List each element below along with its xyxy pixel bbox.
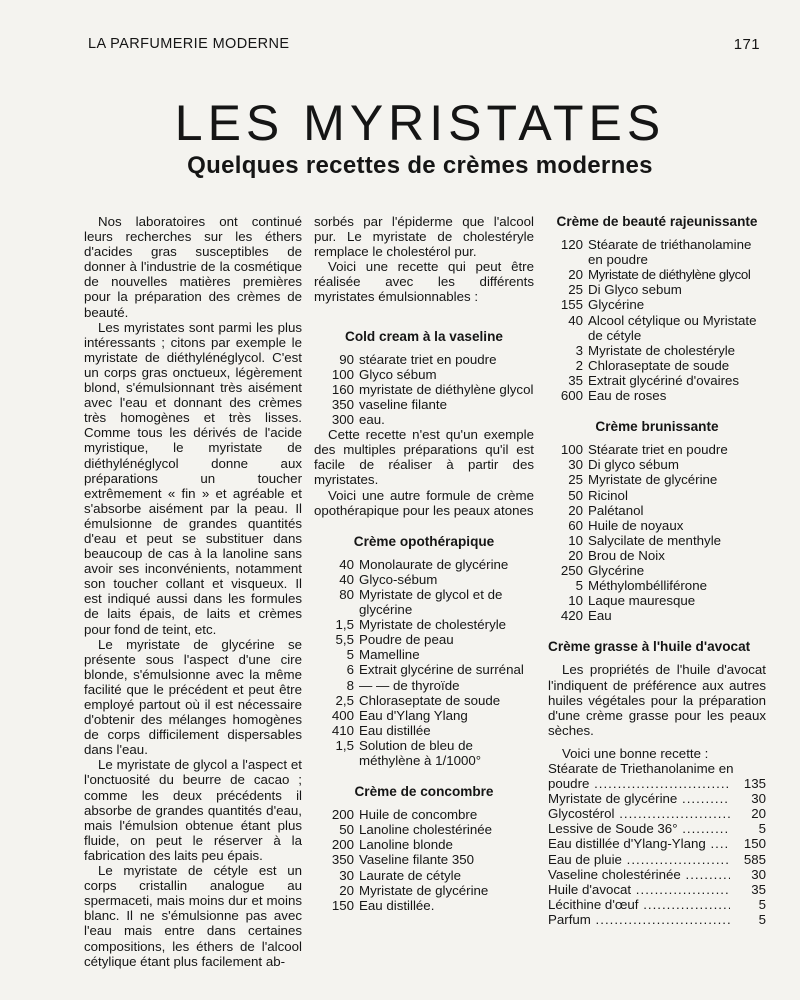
paragraph: Cette recette n'est qu'un exemple des multiples préparations qu'il est facile de réaliser à partir des myristates. (314, 427, 534, 488)
recipe-item (314, 617, 534, 632)
quantity: 5 (575, 578, 583, 594)
ingredient: eau. (359, 412, 385, 428)
recipe-item (314, 898, 534, 913)
ingredient: Eau de pluie ..... (548, 852, 730, 867)
table-row (548, 776, 766, 791)
ingredient: vaseline filante (359, 396, 447, 412)
quantity: 160 (331, 381, 354, 397)
quantity: 410 (331, 722, 354, 738)
recipe-list-concombre (314, 807, 534, 913)
ingredient: Stéarate triet en poudre (588, 442, 728, 458)
ingredient: Chloraseptate de soude (588, 357, 730, 373)
quantity: 350 (331, 396, 354, 412)
ingredient: Ricinol (588, 487, 628, 503)
quantity: 120 (560, 237, 583, 253)
recipe-list-rajeunissante (548, 237, 766, 403)
quantity: 30 (751, 866, 766, 882)
recipe-list-opotherapique (314, 557, 534, 768)
ingredient: Myristate de cholestéryle (359, 617, 507, 633)
ingredient: poudre ..... (548, 776, 730, 791)
ingredient: Huile d'avocat ..... (548, 882, 730, 897)
ingredient: Eau distillée (359, 722, 431, 738)
ingredient: Vaseline cholestérinée ..... (548, 867, 730, 882)
recipe-item (548, 548, 766, 563)
journal-name: LA PARFUMERIE MODERNE (88, 36, 290, 52)
quantity: 5 (758, 911, 766, 927)
quantity: 20 (568, 502, 583, 518)
recipe-item (314, 367, 534, 382)
running-head (88, 36, 760, 56)
quantity: 350 (331, 852, 354, 868)
table-row (548, 867, 766, 882)
ingredient: Poudre de peau (359, 632, 454, 648)
recipe-item (548, 442, 766, 457)
ingredient: Palétanol (588, 502, 644, 518)
recipe-item (314, 678, 534, 693)
quantity: 50 (339, 822, 354, 838)
quantity: 1,5 (335, 737, 354, 753)
quantity: 135 (743, 776, 766, 792)
recipe-heading: Crème de beauté rajeunissante (556, 214, 758, 229)
recipe-item (548, 267, 766, 282)
quantity: 100 (331, 366, 354, 382)
table-row (548, 836, 766, 851)
recipe-item (548, 282, 766, 297)
ingredient: Glycostérol ..... (548, 806, 730, 821)
recipe-item (548, 388, 766, 403)
recipe-item (314, 572, 534, 587)
recipe-item (314, 412, 534, 427)
paragraph: sorbés par l'épiderme que l'alcool pur. Le myristate de cholestéryle remplace le cholestérol pur. (314, 214, 534, 260)
recipe-item (314, 723, 534, 738)
ingredient: Vaseline filante 350 (359, 852, 475, 868)
recipe-item (314, 852, 534, 867)
quantity: 600 (560, 388, 583, 404)
article-title: LES MYRISTATES (174, 95, 666, 151)
quantity: 25 (568, 282, 583, 298)
ingredient: Glyco-sébum (359, 571, 438, 587)
quantity: 30 (751, 791, 766, 807)
recipe-item (314, 738, 534, 768)
recipe-item (548, 472, 766, 487)
quantity: 20 (751, 806, 766, 822)
recipe-item (548, 237, 766, 267)
ingredient: Eau d'Ylang Ylang (359, 707, 468, 723)
quantity: 5 (758, 821, 766, 837)
recipe-item (548, 358, 766, 373)
recipe-item (548, 297, 766, 312)
ingredient: Myristate de glycérine ..... (548, 791, 730, 806)
quantity: 20 (568, 267, 583, 283)
quantity: 155 (560, 297, 583, 313)
ingredient: Méthylombélliférone (588, 578, 707, 594)
quantity: 100 (560, 442, 583, 458)
quantity: 5 (758, 896, 766, 912)
table-row-label: Stéarate de Triethanolanime en (548, 761, 734, 776)
ingredient: Laurate de cétyle (359, 867, 462, 883)
quantity: 30 (339, 867, 354, 883)
quantity: 20 (339, 882, 354, 898)
recipe-item (314, 382, 534, 397)
ingredient: Myristate de glycérine (588, 472, 718, 488)
ingredient: Huile de noyaux (588, 517, 684, 533)
recipe-heading: Crème brunissante (595, 419, 719, 435)
table-row (548, 821, 766, 836)
recipe-item (314, 662, 534, 677)
ingredient: — — de thyroïde (359, 677, 460, 693)
recipe-list-cold-cream (314, 352, 534, 427)
quantity: 25 (568, 472, 583, 488)
ingredient: Lanoline blonde (359, 837, 453, 853)
quantity: 150 (743, 836, 766, 852)
ingredient: Mamelline (359, 647, 420, 663)
page-number: 171 (733, 36, 760, 53)
recipe-item (314, 647, 534, 662)
recipe-list-brunissante (548, 442, 766, 623)
ingredient: Glycérine (588, 562, 645, 578)
recipe-item (314, 708, 534, 723)
quantity: 10 (568, 532, 583, 548)
ingredient: Eau distillée. (359, 897, 435, 913)
paragraph: Le myristate de glycérine se présente sous l'aspect d'une cire blonde, s'émulsionne avec la même facilité que le précédent et peut être employé partout où il est nécessaire d'obtenir des mélanges homogènes de corps difficilement dispersables dans l'eau. (84, 636, 302, 758)
paragraph: Voici une autre formule de crème opothérapique pour les peaux atones (314, 487, 534, 518)
recipe-item (548, 578, 766, 593)
quantity: 6 (346, 662, 354, 678)
ingredient: Lécithine d'œuf ..... (548, 897, 730, 912)
ingredient: Myristate de glycérine (359, 882, 489, 898)
paragraph: Voici une recette qui peut être réalisée avec les différents myristates émulsionnables : (314, 259, 534, 305)
recipe-item (548, 373, 766, 388)
recipe-heading: Cold cream à la vaseline (345, 328, 503, 344)
column-2 (314, 214, 534, 913)
column-3 (548, 214, 766, 927)
recipe-item (548, 608, 766, 623)
table-row (548, 791, 766, 806)
quantity: 300 (331, 412, 354, 428)
quantity: 30 (568, 457, 583, 473)
quantity: 585 (743, 851, 766, 867)
ingredient: Chloraseptate de soude (359, 692, 501, 708)
recipe-item (314, 883, 534, 898)
quantity: 200 (331, 837, 354, 853)
quantity: 8 (346, 677, 354, 693)
paragraph: Nos laboratoires ont continué leurs recherches sur les éthers d'acides gras susceptibles de donner à l'industrie de la cosmétique de nouvelles matières premières pour la préparation des crèmes de beauté. (84, 214, 302, 320)
quantity: 10 (568, 593, 583, 609)
ingredient: Lanoline cholestérinée (359, 822, 493, 838)
ingredient: myristate de diéthylène glycol (359, 381, 534, 397)
article-subtitle: Quelques recettes de crèmes modernes (187, 152, 653, 179)
ingredient: Brou de Noix (588, 547, 665, 563)
quantity: 20 (568, 547, 583, 563)
recipe-item (314, 822, 534, 837)
ingredient: Eau (588, 608, 612, 624)
ingredient: stéarate triet en poudre (359, 351, 497, 367)
quantity: 40 (568, 312, 583, 328)
ingredient: Myristate de cholestéryle (588, 342, 736, 358)
quantity: 200 (331, 807, 354, 823)
recipe-item (314, 632, 534, 647)
recipe-item (548, 343, 766, 358)
ingredient: Stéarate de triéthanolamine en poudre (588, 237, 752, 268)
quantity: 35 (568, 372, 583, 388)
quantity: 80 (339, 586, 354, 602)
table-row (548, 897, 766, 912)
recipe-item (314, 587, 534, 617)
table-row (548, 912, 766, 927)
recipe-item (548, 503, 766, 518)
paragraph: Les propriétés de l'huile d'avocat l'indiquent de préférence aux autres huiles végétales pour la préparation d'une crème grasse pour les peaux sèches. (548, 662, 766, 738)
quantity: 2 (575, 357, 583, 373)
quantity: 400 (331, 707, 354, 723)
recipe-item (548, 518, 766, 533)
recipe-item (548, 488, 766, 503)
quantity: 40 (339, 556, 354, 572)
recipe-item (548, 313, 766, 343)
recipe-item (548, 533, 766, 548)
quantity: 1,5 (335, 617, 354, 633)
ingredient: Monolaurate de glycérine (359, 556, 509, 572)
ingredient: Glyco sébum (359, 366, 437, 382)
recipe-item (314, 352, 534, 367)
ingredient: Extrait glycériné d'ovaires (588, 372, 740, 388)
ingredient: Solution de bleu de méthylène à 1/1000° (359, 737, 482, 768)
ingredient: Eau de roses (588, 388, 667, 404)
table-row (548, 806, 766, 821)
recipe-item (314, 868, 534, 883)
recipe-item (314, 693, 534, 708)
quantity: 60 (568, 517, 583, 533)
paragraph: Le myristate de glycol a l'aspect et l'onctuosité du beurre de cacao ; comme les deux précédents il absorbe de grandes quantités d'eau, mais l'émulsion obtenue étant plus fluide, on peut le réserver à la fabrication des laits peu épais. (84, 757, 302, 863)
ingredient: Lessive de Soude 36° ..... (548, 821, 730, 836)
paragraph: Les myristates sont parmi les plus intéressants ; citons par exemple le myristate de diéthylénéglycol. C'est un corps gras onctueux, légèrement blond, s'émulsionnant très aisément avec l'eau et donnant des crèmes très homogènes et très lisses. Comme tous les dérivés de l'acide myristique, le myristate de diéthylénéglycol donne aux préparations un toucher extrêmement « fin » et agréable et s'absorbe aisément par la peau. Il émulsionne de grandes quantités d'eau et peut se substituer dans beaucoup de cas à la lanoline sans avoir ses inconvénients, notamment son toucher collant et visqueux. Il est indiqué aussi dans les formules de laits épais, de laits et crèmes pour fond de teint, etc. (84, 319, 302, 637)
quantity: 2,5 (335, 692, 354, 708)
recipe-item (548, 457, 766, 472)
recipe-item (548, 563, 766, 578)
recipe-table-avocat (548, 761, 766, 927)
quantity: 5 (346, 647, 354, 663)
ingredient: Alcool cétylique ou Myristate de cétyle (588, 312, 757, 343)
ingredient: Myristate de glycol et de glycérine (359, 586, 503, 618)
ingredient: Glycérine (588, 297, 645, 313)
table-row (548, 852, 766, 867)
ingredient: Parfum ..... (548, 912, 730, 927)
ingredient: Extrait glycérine de surrénal (359, 662, 524, 678)
quantity: 420 (560, 608, 583, 624)
ingredient: Laque mauresque (588, 593, 696, 609)
ingredient: Salycilate de menthyle (588, 532, 722, 548)
paragraph: Voici une bonne recette : (562, 745, 709, 761)
recipe-heading: Crème de concombre (354, 784, 494, 800)
ingredient: Myristate de diéthylène glycol (588, 267, 751, 283)
column-1 (84, 214, 302, 969)
quantity: 90 (339, 351, 354, 367)
recipe-item (314, 397, 534, 412)
recipe-heading: Crème grasse à l'huile d'avocat (548, 639, 751, 655)
recipe-item (314, 557, 534, 572)
ingredient: Di Glyco sebum (588, 282, 682, 298)
recipe-heading: Crème opothérapique (353, 533, 495, 549)
ingredient: Di glyco sébum (588, 457, 679, 473)
quantity: 250 (560, 562, 583, 578)
paragraph: Le myristate de cétyle est un corps cristallin analogue au spermaceti, mais moins dur et moins blanc. Il ne s'émulsionne pas avec l'eau mais entre dans certaines compositions, les éthers de l'alcool cétylique étant plus facilement ab- (84, 863, 302, 969)
ingredient: Eau distillée d'Ylang-Ylang ..... (548, 836, 730, 851)
quantity: 150 (331, 897, 354, 913)
table-row (548, 882, 766, 897)
ingredient: Huile de concombre (359, 807, 478, 823)
quantity: 3 (575, 342, 583, 358)
quantity: 50 (568, 487, 583, 503)
quantity: 5,5 (335, 632, 354, 648)
quantity: 40 (339, 571, 354, 587)
quantity: 35 (751, 881, 766, 897)
recipe-item (548, 593, 766, 608)
recipe-item (314, 837, 534, 852)
recipe-item (314, 807, 534, 822)
